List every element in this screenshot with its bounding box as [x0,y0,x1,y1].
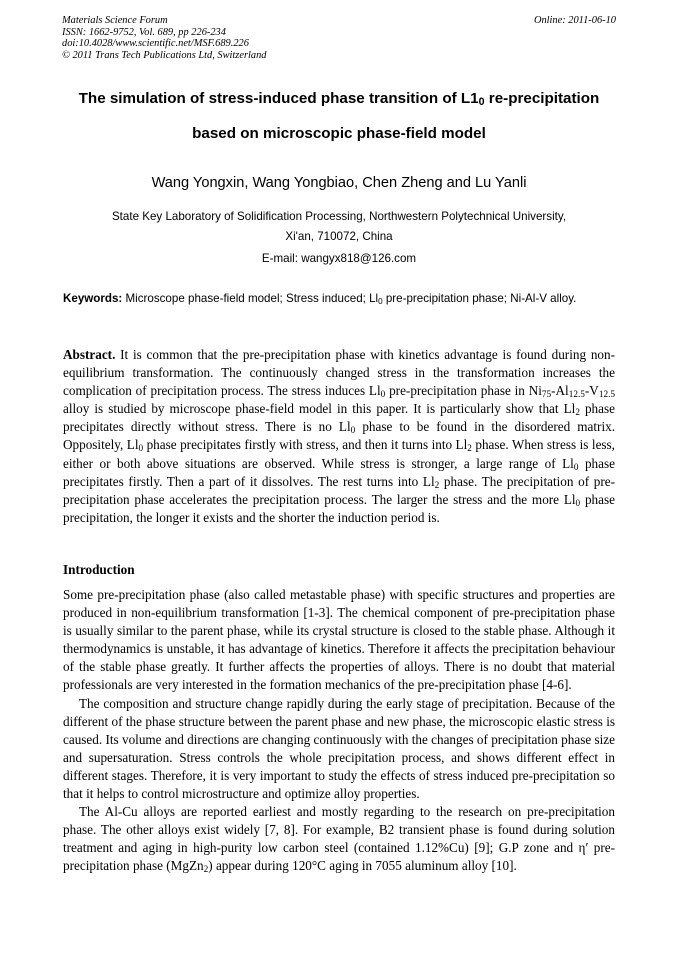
doi-line[interactable]: doi:10.4028/www.scientific.net/MSF.689.226 [62,38,249,50]
keywords: Keywords: Microscope phase-field model; Stress induced; $Ll_0$ pre-precipitation phase; Ni-Al-V alloy. [63,292,577,306]
intro-paragraph-3: The Al-Cu alloys are reported earliest and mostly regarding to the research on pre-precipitation phase. The other alloys exist widely [7, 8]. For example, B2 transient phase is found during solution treatment and aging in high-purity low carbon steel (contained 1.12%Cu) [9]; G.P zone and η′ pre-precipitation phase (MgZn$_2$) appear during 120°C aging in 7055 aluminum alloy [10]. [63,804,615,875]
copyright-line: © 2011 Trans Tech Publications Ltd, Switzerland [62,49,267,61]
intro-paragraph-1: Some pre-precipitation phase (also called metastable phase) with specific structures and properties are produced in non-equilibrium transformation [1-3]. The chemical component of pre-precipitation phase is usually similar to the parent phase, while its crystal structure is closed to the stable phase. Although it thermodynamics is unstable, it has advantage of kinetics. Therefore it affects the precipitation behaviour of the stable phase greatly. It further affects the properties of alloys. There is no doubt that material professionals are very interested in the formation mechanics of the pre-precipitation phase [4-6]. [63,587,615,693]
introduction-body [63,586,615,876]
contact-email[interactable]: E-mail: wangyx818@126.com [261,252,417,265]
abstract: Abstract. It is common that the pre-precipitation phase with kinetics advantage is found during non-equilibrium transformation. The continuously changed stress in the transformation increases the complication of precipitation process. The stress induces $Ll_0$ pre-precipitation phase in $Ni_{75}-Al_{12.5}-V_{12.5}$ alloy is studied by microscope phase-field model in this paper. It is particularly show that $Ll_2$ phase precipitates directly without stress. There is no $Ll_0$ phase to be found in the disordered matrix. Oppositely, $Ll_0$ phase precipitates firstly with stress, and then it turns into $Ll_2$ phase. When stress is less, either or both above situations are observed. While stress is stronger, a large range of $Ll_0$ phase precipitates firstly. Then a part of it dissolves. The rest turns into $Ll_2$ phase. The precipitation of pre-precipitation phase accelerates the precipitation process. The larger the stress and the more $Ll_0$ phase precipitation, the longer it exists and the shorter the induction period is. [63,347,616,525]
keywords-label: Keywords: [63,292,123,305]
paper-title-line-1: The simulation of stress-induced phase transition of $L1_0$ re-precipitation [78,90,600,108]
affiliation-line-2: Xi'an, 710072, China [285,230,393,243]
paper-title-line-2: based on microscopic phase-field model [192,125,486,142]
online-date: Online: 2011-06-10 [533,15,616,26]
abstract-label: Abstract. [63,347,116,362]
section-heading-introduction: Introduction [63,562,135,577]
affiliation [62,207,616,247]
author-list: Wang Yongxin, Wang Yongbiao, Chen Zheng and Lu Yanli [151,175,527,191]
issn-line: ISSN: 1662-9752, Vol. 689, pp 226-234 [62,26,226,38]
journal-header [62,15,616,61]
journal-name: Materials Science Forum [62,15,168,26]
intro-paragraph-2: The composition and structure change rapidly during the early stage of precipitation. Because of the different of the phase structure between the parent phase and new phase, the microscopic elastic stress is caused. Its volume and directions are changing continuously with the changes of precipitation phase size and supersaturation. Stress controls the whole precipitation process, and shows different effect in different stages. Therefore, it is very important to study the effects of stress induced pre-precipitation so that it helps to control microstructure and optimize alloy properties. [63,695,615,802]
affiliation-line-1: State Key Laboratory of Solidification Processing, Northwestern Polytechnical University, [111,210,567,223]
